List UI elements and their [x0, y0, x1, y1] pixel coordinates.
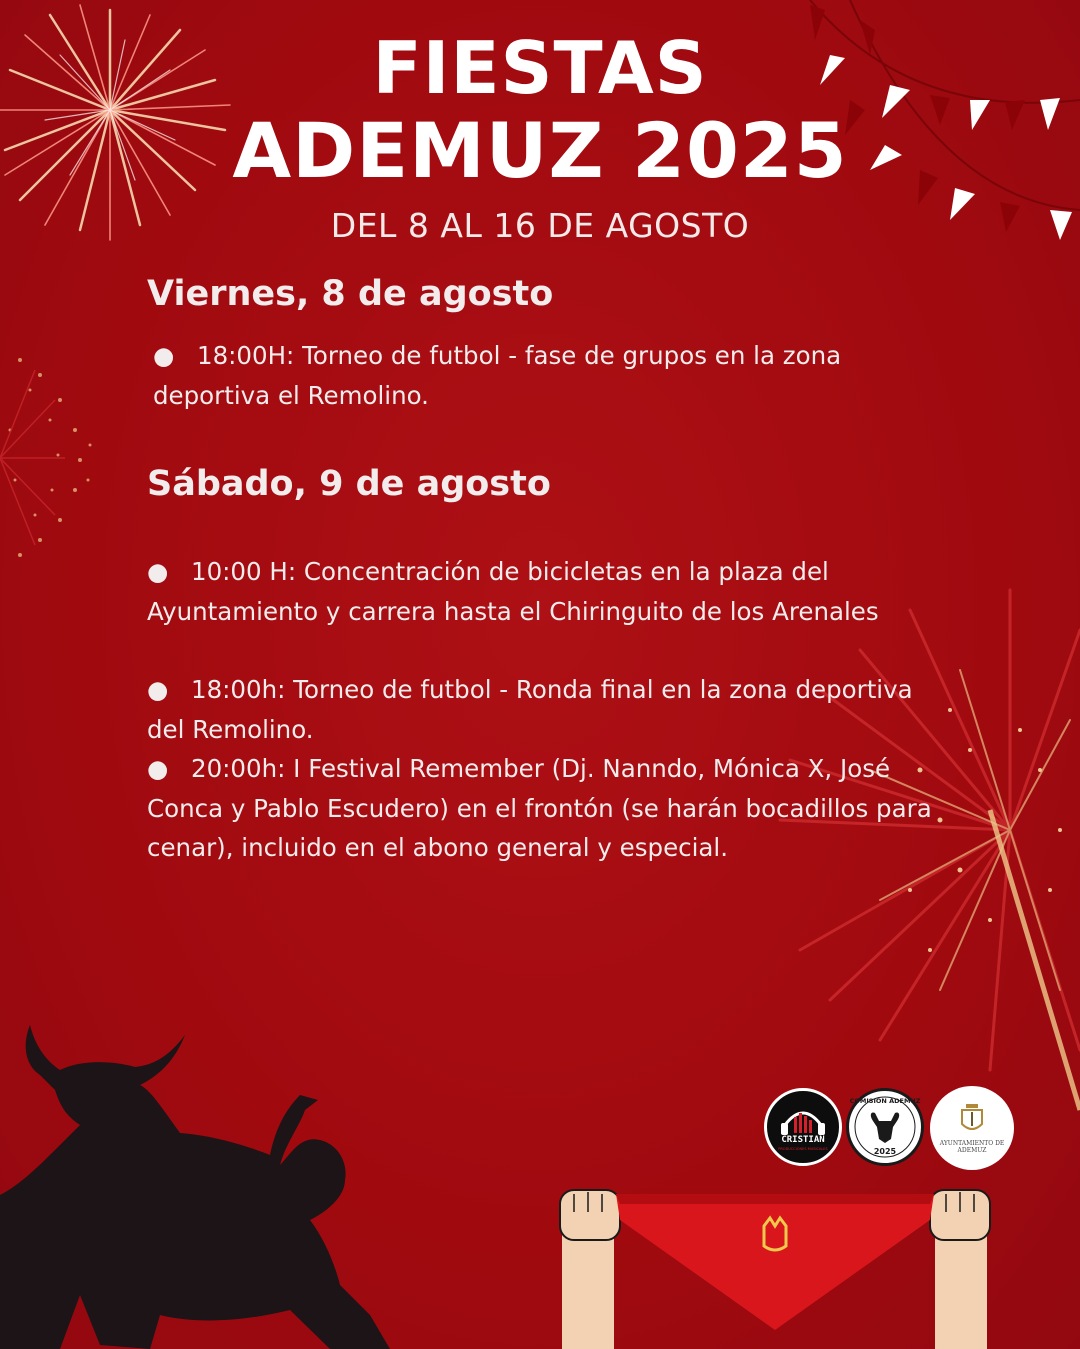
bullet-icon: ●	[147, 557, 169, 586]
logo-cristian-name: CRISTIAN	[781, 1135, 825, 1145]
bullet-icon: ●	[147, 675, 169, 704]
title-line-1: FIESTAS	[372, 26, 708, 110]
bullet-icon: ●	[153, 341, 175, 370]
bull-silhouette-icon	[0, 1015, 400, 1349]
logo-ayuntamiento	[930, 1086, 1014, 1170]
schedule-item-text: 20:00h: I Festival Remember (Dj. Nanndo, Mónica X, José Conca y Pablo Escudero) en el frontón (se harán bocadillos para cenar), incluido en el abono general y especial.	[147, 754, 932, 862]
schedule-item	[147, 552, 937, 631]
date-range: DEL 8 AL 16 DE AGOSTO	[330, 206, 750, 245]
coat-of-arms-icon	[930, 1086, 1014, 1170]
title-line-2: ADEMUZ 2025	[232, 106, 848, 195]
schedule-item-text: 18:00H: Torneo de futbol - fase de grupos en la zona deportiva el Remolino.	[153, 341, 842, 410]
logo-cristian-producciones	[764, 1088, 842, 1166]
schedule-item	[153, 336, 953, 415]
bullet-icon: ●	[147, 754, 169, 783]
schedule-item	[147, 670, 937, 749]
logo-comision-year: 2025	[873, 1147, 897, 1156]
schedule-item-text: 18:00h: Torneo de futbol - Ronda final en la zona deportiva del Remolino.	[147, 675, 913, 744]
firework-left-dots-icon	[0, 330, 110, 580]
logo-cristian-sub: PRODUCCIONES MUSICALES	[778, 1147, 828, 1151]
day-heading-friday: Viernes, 8 de agosto	[147, 274, 554, 314]
logo-comision-text: COMISION ADEMUZ	[849, 1097, 921, 1105]
schedule-item	[147, 749, 947, 868]
headphones-icon	[767, 1091, 839, 1163]
logo-comision-ademuz	[846, 1088, 924, 1166]
hands-holding-scarf-icon	[550, 1180, 1000, 1349]
schedule-item-text: 10:00 H: Concentración de bicicletas en la plaza del Ayuntamiento y carrera hasta el Chiringuito de los Arenales	[147, 557, 879, 626]
day-heading-saturday: Sábado, 9 de agosto	[147, 464, 551, 504]
logo-ayuntamiento-text: AYUNTAMIENTO DE ADEMUZ	[939, 1140, 1005, 1154]
